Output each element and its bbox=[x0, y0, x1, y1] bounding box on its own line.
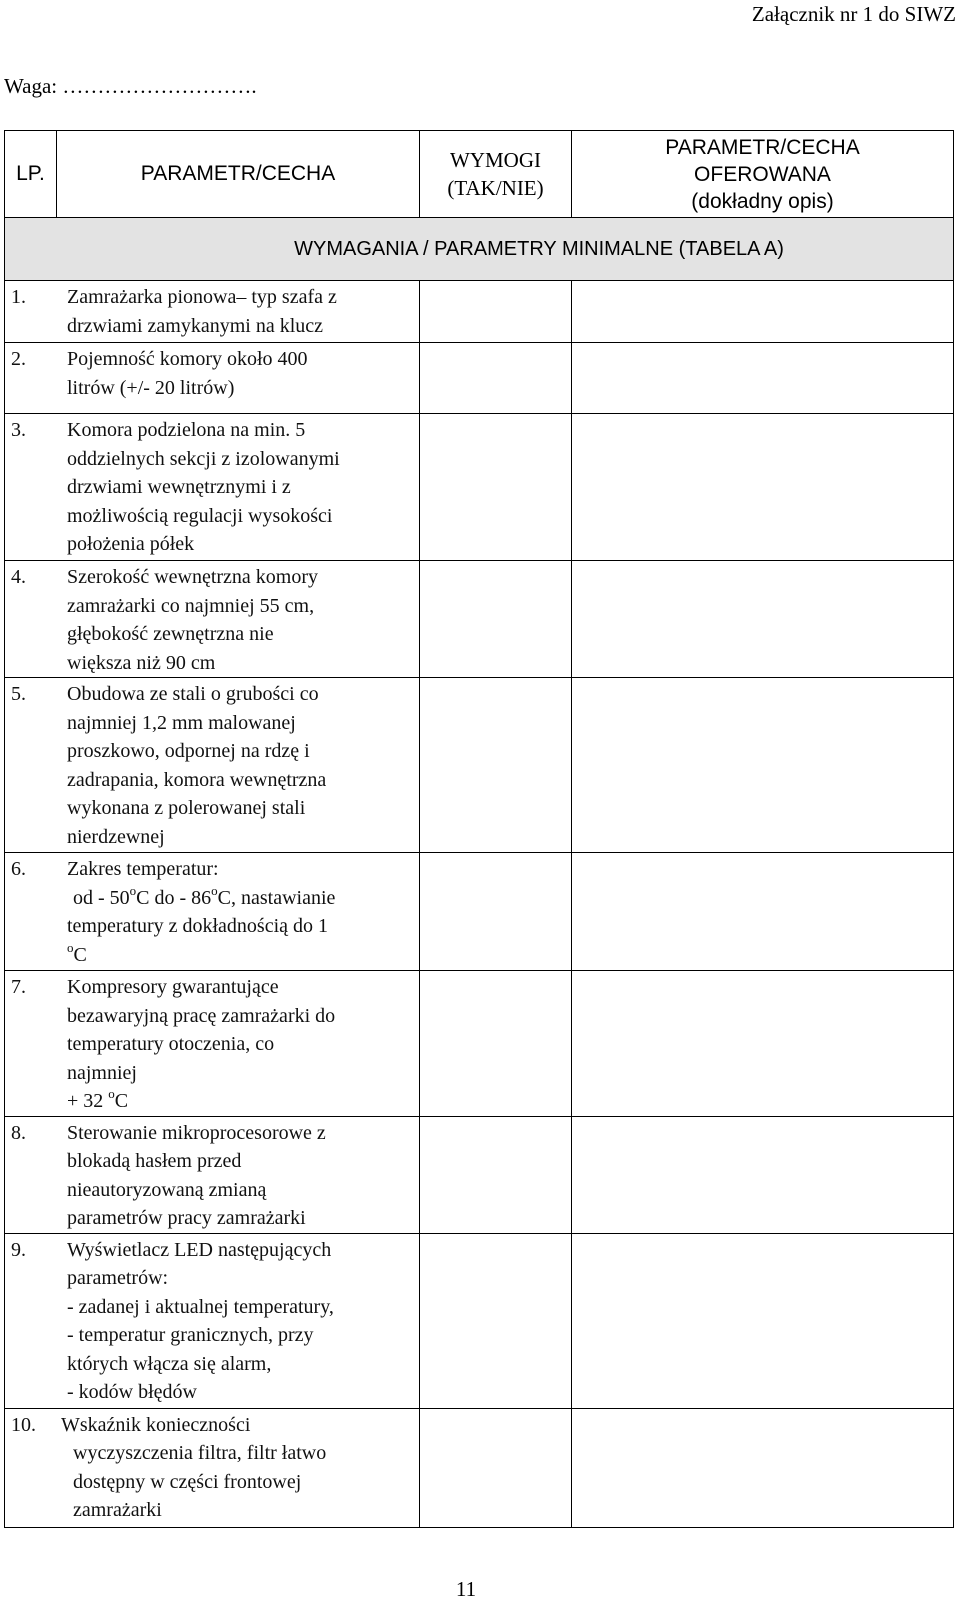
requirement-cell[interactable] bbox=[420, 1408, 572, 1527]
row-number: 8. bbox=[11, 1121, 26, 1144]
weight-field: Waga: ………………………. bbox=[4, 74, 257, 98]
row-description: 7. Kompresory gwarantujące bezawaryjną pracę zamrażarki do temperatury otoczenia, co najmniej + 32 $^o$C bbox=[5, 971, 420, 1117]
degree-sign: o bbox=[129, 882, 137, 898]
offered-cell[interactable] bbox=[572, 971, 954, 1117]
row-number: 6. bbox=[11, 858, 26, 880]
offered-cell[interactable] bbox=[572, 561, 954, 678]
page-number: 11 bbox=[455, 1577, 477, 1601]
requirement-cell[interactable] bbox=[420, 971, 572, 1117]
requirement-cell[interactable] bbox=[420, 1116, 572, 1233]
offered-cell[interactable] bbox=[572, 414, 954, 561]
table-row bbox=[5, 281, 954, 343]
offered-cell[interactable] bbox=[572, 678, 954, 853]
header-lp: LP. bbox=[5, 131, 57, 218]
row-description: 2. Pojemność komory około 400 litrów (+/- 20 litrów) bbox=[5, 343, 420, 414]
row-description: 10. Wskaźnik konieczności wyczyszczenia filtra, filtr łatwo dostępny w części frontowej zamrażarki bbox=[5, 1408, 420, 1527]
table-row bbox=[5, 853, 954, 971]
row-number: 2. bbox=[11, 348, 26, 370]
row-number: 9. bbox=[11, 1238, 26, 1261]
section-row bbox=[5, 218, 954, 281]
requirement-cell[interactable] bbox=[420, 853, 572, 971]
row-description: 4. Szerokość wewnętrzna komory zamrażarki co najmniej 55 cm, głębokość zewnętrzna nie większa niż 90 cm bbox=[5, 561, 420, 678]
offered-cell[interactable] bbox=[572, 1408, 954, 1527]
requirement-cell[interactable] bbox=[420, 281, 572, 343]
table-row bbox=[5, 1408, 954, 1527]
row-number: 4. bbox=[11, 566, 26, 588]
degree-sign: o bbox=[67, 939, 74, 955]
header-requirement: WYMOGI (TAK/NIE) bbox=[420, 131, 572, 218]
row-description: 8. Sterowanie mikroprocesorowe z blokadą hasłem przed nieautoryzowaną zmianą parametrów pracy zamrażarki bbox=[5, 1116, 420, 1233]
table-row bbox=[5, 561, 954, 678]
offered-cell[interactable] bbox=[572, 1233, 954, 1408]
row-description: 6. Zakres temperatur: od - 50$^o$C do - 86$^o$C, nastawianie temperatury z dokładnością do 1 $^o$C bbox=[5, 853, 420, 971]
requirement-cell[interactable] bbox=[420, 1233, 572, 1408]
table-row bbox=[5, 678, 954, 853]
offered-cell[interactable] bbox=[572, 1116, 954, 1233]
table-row bbox=[5, 414, 954, 561]
row-number: 10. bbox=[11, 1413, 36, 1436]
offered-cell[interactable] bbox=[572, 281, 954, 343]
header-param: PARAMETR/CECHA bbox=[57, 131, 420, 218]
row-description: 3. Komora podzielona na min. 5 oddzielnych sekcji z izolowanymi drzwiami wewnętrznymi i z możliwością regulacji wysokości położenia półek bbox=[5, 414, 420, 561]
section-title: WYMAGANIA / PARAMETRY MINIMALNE (TABELA A) bbox=[5, 218, 954, 281]
requirement-cell[interactable] bbox=[420, 561, 572, 678]
table-row bbox=[5, 971, 954, 1117]
row-description: 1. Zamrażarka pionowa– typ szafa z drzwiami zamykanymi na klucz bbox=[5, 281, 420, 343]
requirement-cell[interactable] bbox=[420, 678, 572, 853]
table-row bbox=[5, 343, 954, 414]
row-number: 3. bbox=[11, 419, 26, 441]
row-number: 5. bbox=[11, 683, 26, 705]
row-description: 5. Obudowa ze stali o grubości co najmniej 1,2 mm malowanej proszkowo, odpornej na rdzę i zadrapania, komora wewnętrzna wykonana z polerowanej stali nierdzewnej bbox=[5, 678, 420, 853]
requirement-cell[interactable] bbox=[420, 414, 572, 561]
degree-sign: o bbox=[108, 1086, 115, 1101]
table-row bbox=[5, 1233, 954, 1408]
header-offered: PARAMETR/CECHA OFEROWANA (dokładny opis) bbox=[572, 131, 954, 218]
offered-cell[interactable] bbox=[572, 343, 954, 414]
row-description: 9. Wyświetlacz LED następujących parametrów: - zadanej i aktualnej temperatury, - temperatur granicznych, przy których włącza się alarm, - kodów błędów bbox=[5, 1233, 420, 1408]
degree-sign: o bbox=[211, 882, 218, 898]
requirements-table bbox=[4, 130, 954, 1528]
header-row bbox=[5, 131, 954, 218]
annex-label: Załącznik nr 1 do SIWZ bbox=[751, 2, 956, 26]
table-row bbox=[5, 1116, 954, 1233]
requirement-cell[interactable] bbox=[420, 343, 572, 414]
offered-cell[interactable] bbox=[572, 853, 954, 971]
row-number: 7. bbox=[11, 976, 26, 998]
row-number: 1. bbox=[11, 286, 26, 308]
